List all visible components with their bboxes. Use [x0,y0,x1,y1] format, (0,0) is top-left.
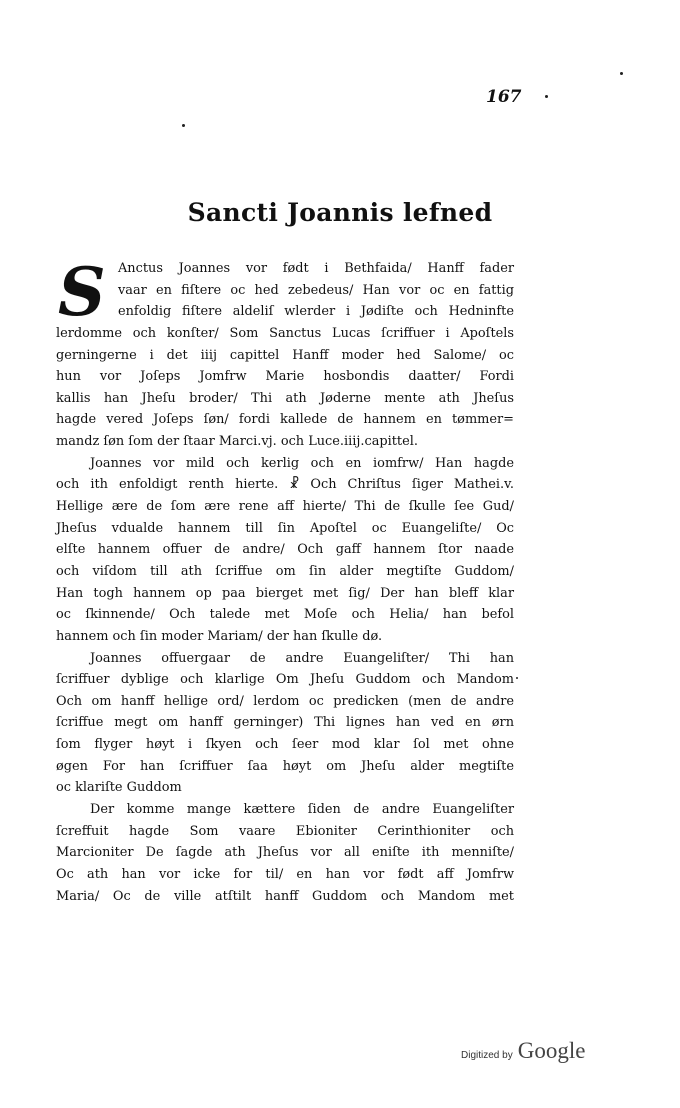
scan-speck [545,95,548,98]
drop-cap: S [58,253,106,331]
text-line: Han togh hannem op paa bierget met ſig/ Der han bleff klar [56,585,514,601]
scan-speck [620,72,623,75]
text-line: øgen For han ſcriffuer ſaa høyt om Jheſu alder megtiſte [56,758,514,774]
text-line: oc klariſte Guddom [56,780,182,796]
footer-watermark [461,1038,586,1064]
text-line: Marcioniter De ſagde ath Jheſus vor all eniſte ith menniſte/ [56,845,514,861]
text-line: Der komme mange kættere ſiden de andre Euangeliſter [90,802,514,818]
text-line: ſom flyger høyt i ſkyen och ſeer mod klar ſol met ohne [56,737,514,753]
scan-speck [516,677,518,679]
scan-speck [182,124,185,127]
text-line: kallis han Jheſu broder/ Thi ath Jøderne mente ath Jheſus [56,390,514,406]
text-line: Jheſus vdualde hannem till ſin Apoſtel oc Euangeliſte/ Oc [56,520,514,536]
google-logo: Google [517,1038,586,1063]
text-line: ſcriffue megt om hanff gerninger) Thi lignes han ved en ørn [56,715,514,731]
page-number: 167 [486,87,522,107]
text-line: och ith enfoldigt renth hierte. ☧ Och Chriſtus ſiger Mathei.v. [56,477,514,493]
text-line: Oc ath han vor icke for til/ en han vor født aff Jomfrw [56,866,514,882]
text-line: ſcriffuer dyblige och klarlige Om Jheſu Guddom och Mandom [56,672,514,688]
text-line: Maria/ Oc de ville atſtilt hanff Guddom och Mandom met [56,888,514,904]
text-line: Hellige ære de ſom ære rene aff hierte/ Thi de ſkulle ſee Gud/ [56,499,514,515]
text-line: elſte hannem offuer de andre/ Och gaff hannem ſtor naade [56,542,514,558]
text-line: Och om hanff hellige ord/ lerdom oc predicken (men de andre [56,693,514,709]
text-line: hannem och ſin moder Mariam/ der han ſkulle dø. [56,628,383,644]
text-line: Anctus Joannes vor født i Bethfaida/ Hanff fader [118,261,514,276]
text-line: Joannes offuergaar de andre Euangeliſter/ Thi han [90,650,514,666]
text-line: hun vor Joſeps Jomfrw Marie hosbondis daatter/ Fordi [56,369,514,385]
body-text [56,253,514,907]
text-line: vaar en fiſtere oc hed zebedeus/ Han vor oc en fattig [118,282,514,298]
text-line: ſcreffuit hagde Som vaare Ebioniter Cerinthioniter och [56,823,514,839]
text-line: och viſdom till ath ſcriffue om ſin alder megtiſte Guddom/ [56,563,514,579]
text-line: lerdomme och konſter/ Som Sanctus Lucas ſcriffuer i Apoſtels [56,325,514,341]
text-line: mandz ſøn ſom der ſtaar Marci.vj. och Luce.iiij.capittel. [56,434,418,450]
text-line: Joannes vor mild och kerlig och en iomfrw/ Han hagde [90,455,514,471]
text-line: gerningerne i det iiij capittel Hanff moder hed Salome/ oc [56,347,514,363]
text-line: oc ſkinnende/ Och talede met Moſe och Helia/ han befol [56,607,514,623]
digitized-by-label: Digitized by [461,1050,513,1061]
text-line: enfoldig fiſtere aldeliſ wlerder i Jødiſte och Hedninfte [118,304,514,320]
text-line: hagde vered Joſeps ſøn/ fordi kallede de hannem en tømmer= [56,412,514,428]
page-title: Sancti Joannis lefned [187,198,493,227]
